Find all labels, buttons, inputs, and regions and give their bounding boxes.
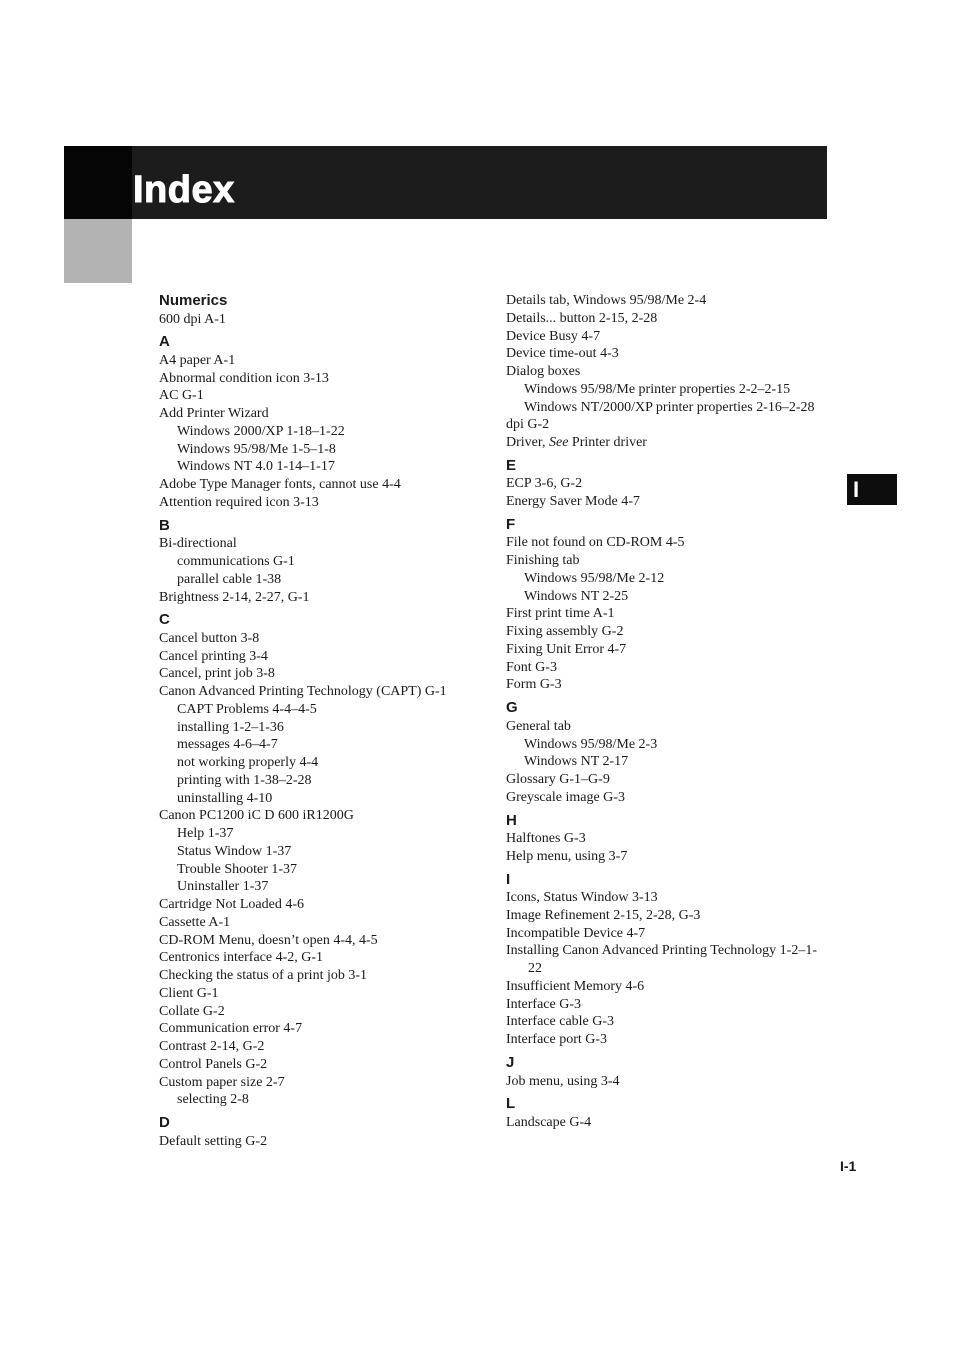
index-entry: Brightness 2-14, 2-27, G-1 xyxy=(159,589,310,605)
index-section xyxy=(506,516,836,694)
index-entry: Fixing Unit Error 4-7 xyxy=(506,641,627,657)
index-entry: Halftones G-3 xyxy=(506,831,586,847)
index-entry: General tab xyxy=(506,718,571,734)
index-entry: Dialog boxes xyxy=(506,364,581,379)
index-entry: Cancel button 3-8 xyxy=(159,630,260,646)
index-letter-heading: F xyxy=(506,515,516,533)
index-section xyxy=(159,292,479,328)
page-number: I-1 xyxy=(840,1158,857,1174)
index-section xyxy=(159,611,479,1109)
index-letter-heading: H xyxy=(506,811,517,829)
index-column-left xyxy=(159,292,479,1150)
index-entry: Details... button 2-15, 2-28 xyxy=(506,310,658,326)
title-tab-black xyxy=(64,146,132,219)
index-entry: Landscape G-4 xyxy=(506,1114,592,1130)
index-entry-text: Driver, xyxy=(506,435,549,450)
index-entry: Energy Saver Mode 4-7 xyxy=(506,494,640,510)
index-entry: Default setting G-2 xyxy=(159,1133,268,1149)
index-letter-heading: A xyxy=(159,333,170,351)
index-letter-heading: D xyxy=(159,1114,170,1132)
index-letter-heading: I xyxy=(506,870,511,888)
index-section xyxy=(506,292,836,452)
index-letter-heading: J xyxy=(506,1053,515,1071)
index-subentry: Windows 95/98/Me 2-12 xyxy=(524,570,665,586)
index-letter-heading: B xyxy=(159,516,170,534)
index-subentry: Windows NT/2000/XP printer properties 2-16–2-28 xyxy=(524,399,815,415)
index-entry: Font G-3 xyxy=(506,659,557,675)
index-subentry: Windows 2000/XP 1-18–1-22 xyxy=(177,423,345,439)
index-subentry: communications G-1 xyxy=(177,554,295,570)
index-entry-text: Printer driver xyxy=(568,435,647,450)
index-entry: Cartridge Not Loaded 4-6 xyxy=(159,897,305,913)
index-entry: Job menu, using 3-4 xyxy=(506,1073,620,1089)
index-entry: Finishing tab xyxy=(506,553,580,569)
index-subentry: parallel cable 1-38 xyxy=(177,571,282,587)
index-subentry: Windows 95/98/Me 2-3 xyxy=(524,736,658,752)
index-entry: Incompatible Device 4-7 xyxy=(506,925,646,941)
index-section xyxy=(159,1114,479,1150)
index-section xyxy=(159,517,479,607)
index-entry: Image Refinement 2-15, 2-28, G-3 xyxy=(506,907,701,923)
index-entry: Cancel printing 3-4 xyxy=(159,648,268,664)
index-section xyxy=(506,457,836,511)
index-entry: Interface cable G-3 xyxy=(506,1014,615,1030)
index-section xyxy=(159,333,479,511)
index-entry: Icons, Status Window 3-13 xyxy=(506,890,658,906)
index-subentry: CAPT Problems 4-4–4-5 xyxy=(177,701,317,717)
index-letter-heading: G xyxy=(506,699,518,717)
index-entry: dpi G-2 xyxy=(506,417,550,433)
index-entry: Cancel, print job 3-8 xyxy=(159,666,275,682)
index-subentry: Trouble Shooter 1-37 xyxy=(177,861,298,877)
index-entry: File not found on CD-ROM 4-5 xyxy=(506,535,685,551)
index-entry-continuation: 22 xyxy=(528,961,542,977)
index-section xyxy=(506,812,836,866)
index-entry: Device time-out 4-3 xyxy=(506,346,619,362)
index-entry xyxy=(506,942,836,978)
index-entry: Custom paper size 2-7 xyxy=(159,1074,285,1090)
see-reference: See xyxy=(548,435,569,450)
index-subentry: Uninstaller 1-37 xyxy=(177,879,269,895)
index-entry: Interface port G-3 xyxy=(506,1032,608,1048)
index-entry: Details tab, Windows 95/98/Me 2-4 xyxy=(506,293,707,308)
index-entry: ECP 3-6, G-2 xyxy=(506,476,583,492)
index-letter-heading: Numerics xyxy=(159,292,228,309)
index-entry: Control Panels G-2 xyxy=(159,1056,268,1072)
side-tab-letter: I xyxy=(853,477,860,502)
index-entry-text: Installing Canon Advanced Printing Technology 1-2–1- xyxy=(506,943,817,959)
index-section xyxy=(506,699,836,806)
index-entry: 600 dpi A-1 xyxy=(159,311,226,327)
index-entry: AC G-1 xyxy=(159,388,204,404)
index-entry: Help menu, using 3-7 xyxy=(506,848,628,864)
index-section xyxy=(506,1054,836,1090)
index-letter-heading: C xyxy=(159,611,170,629)
index-entry xyxy=(506,434,836,452)
index-column-right xyxy=(506,292,836,1132)
index-subentry: Status Window 1-37 xyxy=(177,843,292,859)
index-section xyxy=(506,871,836,1049)
index-entry: Adobe Type Manager fonts, cannot use 4-4 xyxy=(159,477,401,493)
index-subentry: printing with 1-38–2-28 xyxy=(177,772,312,788)
title-tab-grey xyxy=(64,219,132,283)
index-entry: A4 paper A-1 xyxy=(159,352,236,368)
index-entry: Communication error 4-7 xyxy=(159,1021,303,1037)
index-entry: CD-ROM Menu, doesn’t open 4-4, 4-5 xyxy=(159,932,378,948)
index-subentry: selecting 2-8 xyxy=(177,1092,249,1108)
index-subentry: Windows NT 4.0 1-14–1-17 xyxy=(177,459,335,475)
index-entry: Add Printer Wizard xyxy=(159,406,269,422)
index-entry: Collate G-2 xyxy=(159,1003,225,1019)
index-entry: Checking the status of a print job 3-1 xyxy=(159,968,368,984)
index-entry: Insufficient Memory 4-6 xyxy=(506,978,645,994)
index-subentry: Help 1-37 xyxy=(177,826,234,842)
index-subentry: uninstalling 4-10 xyxy=(177,790,273,806)
index-entry: Greyscale image G-3 xyxy=(506,789,625,805)
index-entry: Attention required icon 3-13 xyxy=(159,494,319,510)
index-entry: Canon PC1200 iC D 600 iR1200G xyxy=(159,808,354,824)
index-entry: First print time A-1 xyxy=(506,606,615,622)
index-subentry: not working properly 4-4 xyxy=(177,755,319,771)
index-entry: Device Busy 4-7 xyxy=(506,328,601,344)
index-subentry: Windows NT 2-25 xyxy=(524,588,629,604)
index-subentry: Windows 95/98/Me printer properties 2-2–2-15 xyxy=(524,381,791,397)
section-side-tab xyxy=(847,474,897,505)
index-entry: Form G-3 xyxy=(506,677,562,693)
index-entry: Canon Advanced Printing Technology (CAPT) G-1 xyxy=(159,684,447,700)
index-subentry: installing 1-2–1-36 xyxy=(177,719,284,735)
index-subentry: Windows NT 2-17 xyxy=(524,754,629,770)
index-letter-heading: L xyxy=(506,1095,516,1113)
index-entry: Glossary G-1–G-9 xyxy=(506,772,610,788)
index-entry: Client G-1 xyxy=(159,985,219,1001)
index-entry: Bi-directional xyxy=(159,536,237,552)
index-section xyxy=(506,1095,836,1131)
index-entry: Interface G-3 xyxy=(506,996,582,1012)
index-entry: Fixing assembly G-2 xyxy=(506,624,624,640)
index-subentry: messages 4-6–4-7 xyxy=(177,737,278,753)
index-subentry: Windows 95/98/Me 1-5–1-8 xyxy=(177,441,336,457)
page-title: Index xyxy=(133,169,235,211)
index-entry: Contrast 2-14, G-2 xyxy=(159,1039,265,1055)
index-entry: Centronics interface 4-2, G-1 xyxy=(159,950,324,966)
index-letter-heading: E xyxy=(506,456,517,474)
index-entry: Cassette A-1 xyxy=(159,914,231,930)
index-entry: Abnormal condition icon 3-13 xyxy=(159,370,329,386)
